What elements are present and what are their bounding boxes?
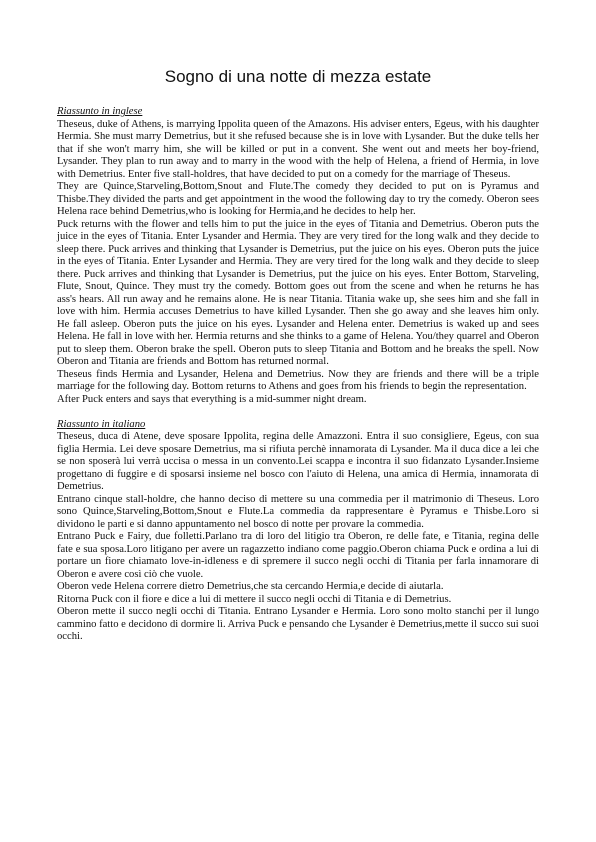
paragraph: Oberon vede Helena correre dietro Demetrius,che sta cercando Hermia,e decide di aiutarla. xyxy=(57,581,444,592)
paragraph: Entrano cinque stall-holdre, che hanno deciso di mettere su una commedia per il matrimonio di Theseus. Loro sono Quince,Starveling,Bottom,Snout e Flute.La commedia da rappresentare è Pyramus e Thisbe.Loro si dividono le parti e si danno appuntamento nel bosco di notte per provare la commedia. xyxy=(57,493,539,530)
section-spacer xyxy=(57,406,539,419)
paragraph: Ritorna Puck con il fiore e dice a lui di mettere il succo negli occhi di Titania e di Demetrius. xyxy=(57,593,452,605)
paragraph: Theseus, duke of Athens, is marrying Ippolita queen of the Amazons. His adviser enters, Egeus, with his daughter Hermia. She must marry Demetrius, but it she refused because she is in love with Lysander. But the duke tells her that if she won't marry him, she will be killed or put in a convent. She went out and meets her boy-friend, Lysander. They plan to run away and to marry in the wood with the help of Helena, a friend of Hermia, in love with Demetrius. Enter five stall-holdres, that have decided to put on a comedy for the marriage of Theseus. xyxy=(57,118,539,180)
paragraph: Theseus, duca di Atene, deve sposare Ippolita, regina delle Amazzoni. Entra il suo consigliere, Egeus, con sua figlia Hermia. Lei deve sposare Demetrius, ma si rifiuta perchè innamorata di Lysander. Ma il duca dice a lei che se non sposerà lui verrà uccisa o messa in un convento.Lei scappa e incontra il suo fidanzato Lysander.Insieme progettano di fuggire e di sposarsi insieme nel bosco con l'aiuto di Helena, una amica di Hermia, innamorata di Demetrius. xyxy=(57,431,539,492)
paragraph: They are Quince,Starveling,Bottom,Snout and Flute.The comedy they decided to put on is Pyramus and Thisbe.They divided the parts and get appointment in the wood the following day to try the comedy. Oberon sees Helena race behind Demetrius,who is looking for Hermia,and he decides to help her. xyxy=(57,181,539,217)
document-body xyxy=(57,106,539,644)
paragraph: Theseus finds Hermia and Lysander, Helena and Demetrius. Now they are friends and there will be a triple marriage for the following day. Bottom returns to Athens and goes from his friends to begin the representation. xyxy=(57,368,539,392)
section-heading-italian: Riassunto in italiano xyxy=(57,418,146,430)
paragraph: Oberon mette il succo negli occhi di Titania. Entrano Lysander e Hermia. Loro sono molto stanchi per il lungo cammino fatto e decidono di dormire lì. Arriva Puck e pensando che Lysander è Demetrius,mette il succo sui suoi occhi. xyxy=(57,606,539,642)
document-title: Sogno di una notte di mezza estate xyxy=(164,67,432,86)
paragraph: Puck returns with the flower and tells him to put the juice in the eyes of Titania and Demetrius. Oberon puts the juice in the eyes of Titania. Enter Lysander and Hermia. They are very tired for the long walk and they decide to sleep there. Puck arrives and thinking that Lysander is Demetrius, put the juice on his eyes. Oberon puts the juice in the eyes of Titania. Enter Lysander and Hermia. They are very tired for the long walk and they decide to sleep there. Puck arrives and thinking that Lysander is Demetrius, put the juice on his eyes. Enter Bottom, Starveling, Flute, Snout, Quince. They must try the comedy. Bottom goes out from the scene and when he returns he has ass's hears. All run away and he remains alone. He is near Titania. Titania wake up, she sees him and she fall in love with him. Hermia accuses Demetrius to have killed Lysander. Then she go away and she leaves him only. He fall asleep. Oberon puts the juice on his eyes. Lysander and Helena enter. Demetrius is waked up and sees Helena. He fall in love with her. Hermia returns and she thinks to a game of Helena. You/they quarrel and Oberon put to sleep them. Oberon brake the spell. Oberon puts to sleep Titania and Bottom and he breaks the spell. Now Oberon and Titania are friends and Bottom has returned normal. xyxy=(57,218,539,367)
paragraph: After Puck enters and says that everything is a mid-summer night dream. xyxy=(57,393,367,405)
paragraph: Entrano Puck e Fairy, due folletti.Parlano tra di loro del litigio tra Oberon, re delle fate, e Titania, regina delle fate e sua sposa.Loro litigano per avere un ragazzetto indiano come paggio.Oberon chiama Puck e ordina a lui di portare un fiore chiamato love-in-idleness e di spremere il succo negli occhi di Titania per farla innamorare di Oberon e avere così ciò che vuole. xyxy=(57,531,539,580)
section-heading-english: Riassunto in inglese xyxy=(57,106,143,117)
